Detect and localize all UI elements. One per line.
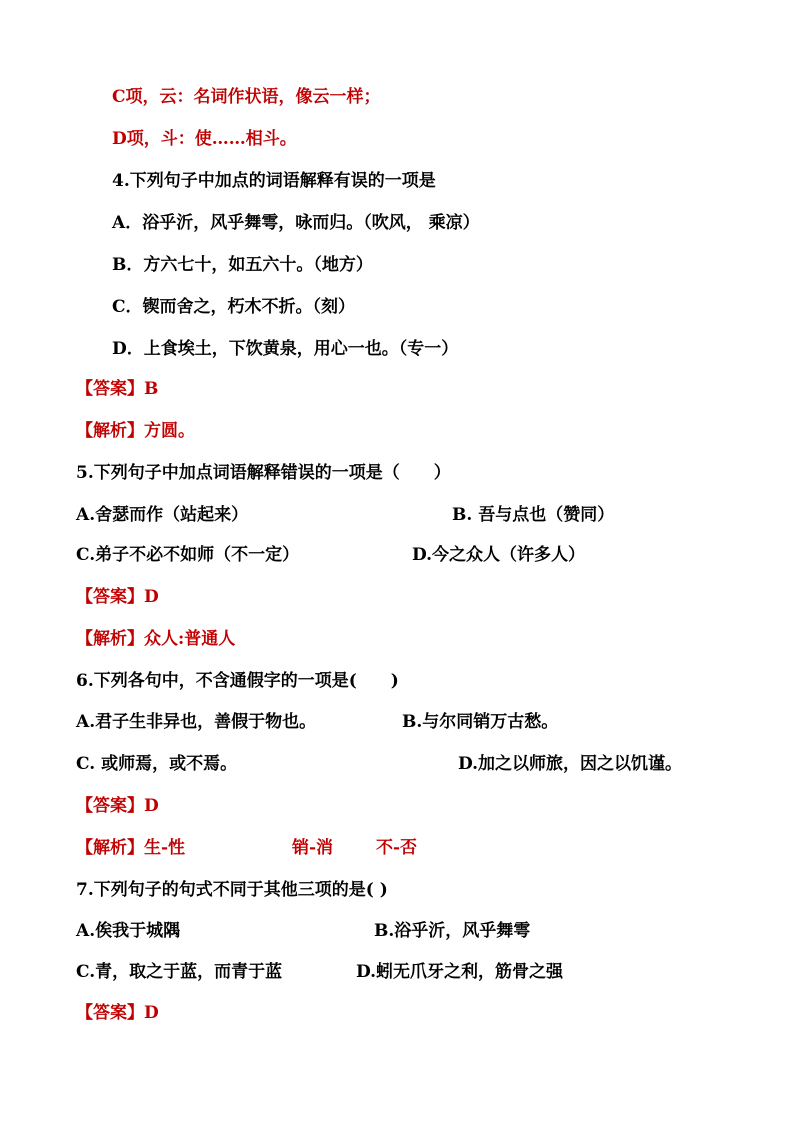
q5-option-a: A.舍瑟而作（站起来） <box>76 505 249 525</box>
q4-option-d: D．上食埃土，下饮黄泉，用心一也。（专一） <box>112 339 459 359</box>
q5-option-c: C.弟子不必不如师（不一定） <box>76 545 300 565</box>
q7-option-c: C.青，取之于蓝，而青于蓝 <box>76 962 283 982</box>
q4-option-c: C．锲而舍之，朽木不折。（刻） <box>112 297 356 317</box>
explanation-c: C项，云：名词作状语，像云一样； <box>112 87 381 107</box>
q6-explanation-2: 销-消 <box>292 838 334 858</box>
q6-explanation-3: 不-否 <box>376 838 418 858</box>
q6-explanation-1: 【解析】生-性 <box>76 838 186 858</box>
q5-option-d: D.今之众人（许多人） <box>412 545 586 565</box>
q5-answer: 【答案】D <box>76 587 159 607</box>
q5-explanation: 【解析】众人:普通人 <box>76 629 236 649</box>
q5-option-b: B. 吾与点也（赞同） <box>452 505 615 525</box>
q4-answer: 【答案】B <box>76 379 159 399</box>
q4-option-a: A．浴乎沂，风乎舞雩，咏而归。（吹风， 乘凉） <box>112 213 480 233</box>
q7-answer: 【答案】D <box>76 1003 159 1023</box>
q7-option-b: B.浴乎沂，风乎舞雩 <box>374 921 531 941</box>
q6-option-d: D.加之以师旅，因之以饥谨。 <box>458 754 683 774</box>
q4-option-b: B．方六七十，如五六十。（地方） <box>112 255 373 275</box>
q6-answer: 【答案】D <box>76 796 159 816</box>
q6-option-c: C. 或师焉，或不焉。 <box>76 754 238 774</box>
question-7: 7.下列句子的句式不同于其他三项的是( ) <box>76 880 388 900</box>
q7-option-a: A.俟我于城隅 <box>76 921 181 941</box>
q7-option-d: D.蚓无爪牙之利，筋骨之强 <box>356 962 564 982</box>
q6-option-a: A.君子生非异也，善假于物也。 <box>76 712 317 732</box>
explanation-d: D项，斗：使……相斗。 <box>112 129 297 149</box>
question-4: 4.下列句子中加点的词语解释有误的一项是 <box>112 171 436 191</box>
question-5: 5.下列句子中加点词语解释错误的一项是（ ） <box>76 463 451 483</box>
q4-explanation: 【解析】方圆。 <box>76 421 195 441</box>
question-6: 6.下列各句中，不含通假字的一项是( ) <box>76 671 399 691</box>
q6-option-b: B.与尔同销万古愁。 <box>402 712 559 732</box>
